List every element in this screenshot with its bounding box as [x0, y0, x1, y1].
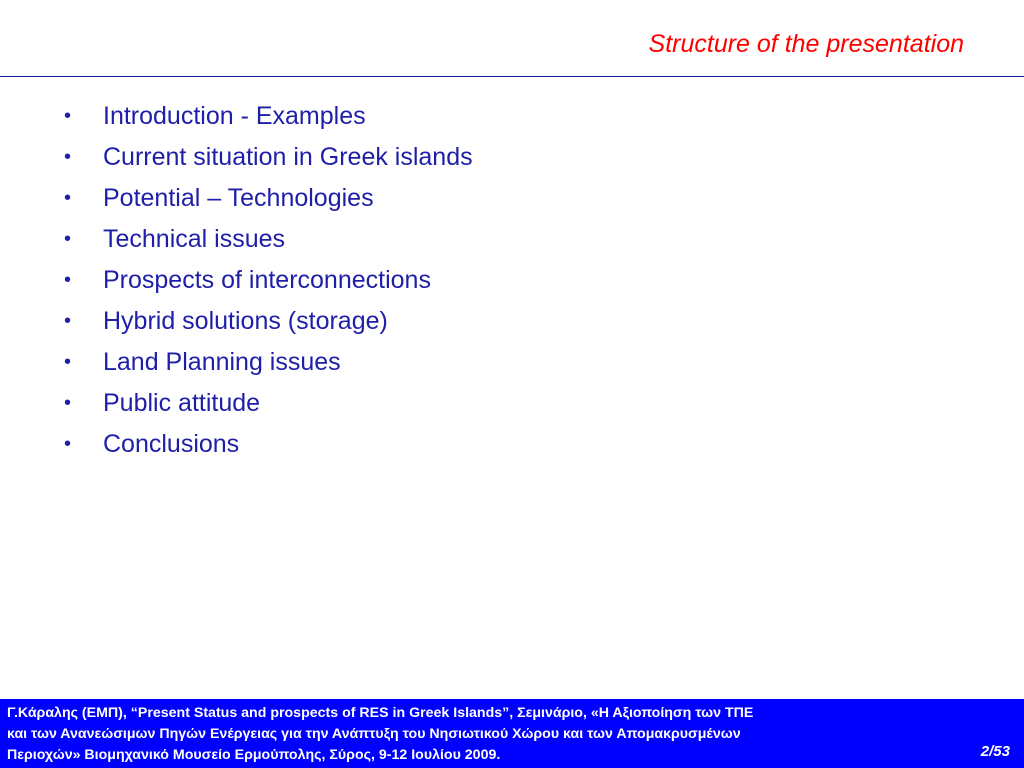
bullet-icon: •	[64, 392, 72, 414]
list-item-label: Public attitude	[103, 389, 261, 417]
footer-line: Περιοχών» Βιομηχανικό Μουσείο Ερμούπολης, Σύρος, 9-12 Ιουλίου 2009.	[7, 747, 501, 763]
list-item-label: Potential – Technologies	[103, 184, 374, 212]
list-item	[64, 383, 473, 424]
list-item-label: Land Planning issues	[103, 348, 341, 376]
list-item	[64, 342, 473, 383]
list-item-label: Hybrid solutions (storage)	[103, 307, 388, 335]
list-item	[64, 137, 473, 178]
list-item	[64, 96, 473, 137]
agenda-list	[64, 96, 473, 465]
footer-line: Γ.Κάραλης (ΕΜΠ), “Present Status and prospects of RES in Greek Islands”, Σεμινάριο, «Η Αξιοποίηση των ΤΠΕ	[7, 705, 754, 721]
bullet-icon: •	[64, 351, 72, 373]
bullet-icon: •	[64, 105, 72, 127]
list-item-label: Conclusions	[103, 430, 240, 458]
bullet-icon: •	[64, 269, 72, 291]
page-number: 2/53	[980, 743, 1010, 760]
bullet-icon: •	[64, 228, 72, 250]
list-item	[64, 424, 473, 465]
title-divider	[0, 76, 1024, 77]
footer-bar	[0, 699, 1024, 768]
slide-title: Structure of the presentation	[648, 30, 964, 58]
list-item	[64, 178, 473, 219]
bullet-icon: •	[64, 433, 72, 455]
footer-line: και των Ανανεώσιμων Πηγών Ενέργειας για την Ανάπτυξη του Νησιωτικού Χώρου και των Απομακρυσμένων	[7, 726, 741, 742]
list-item-label: Technical issues	[103, 225, 286, 253]
list-item-label: Current situation in Greek islands	[103, 143, 473, 171]
bullet-icon: •	[64, 310, 72, 332]
list-item-label: Prospects of interconnections	[103, 266, 431, 294]
list-item	[64, 219, 473, 260]
list-item-label: Introduction - Examples	[103, 102, 366, 130]
list-item	[64, 260, 473, 301]
bullet-icon: •	[64, 187, 72, 209]
list-item	[64, 301, 473, 342]
footer-citation	[7, 703, 967, 766]
bullet-icon: •	[64, 146, 72, 168]
